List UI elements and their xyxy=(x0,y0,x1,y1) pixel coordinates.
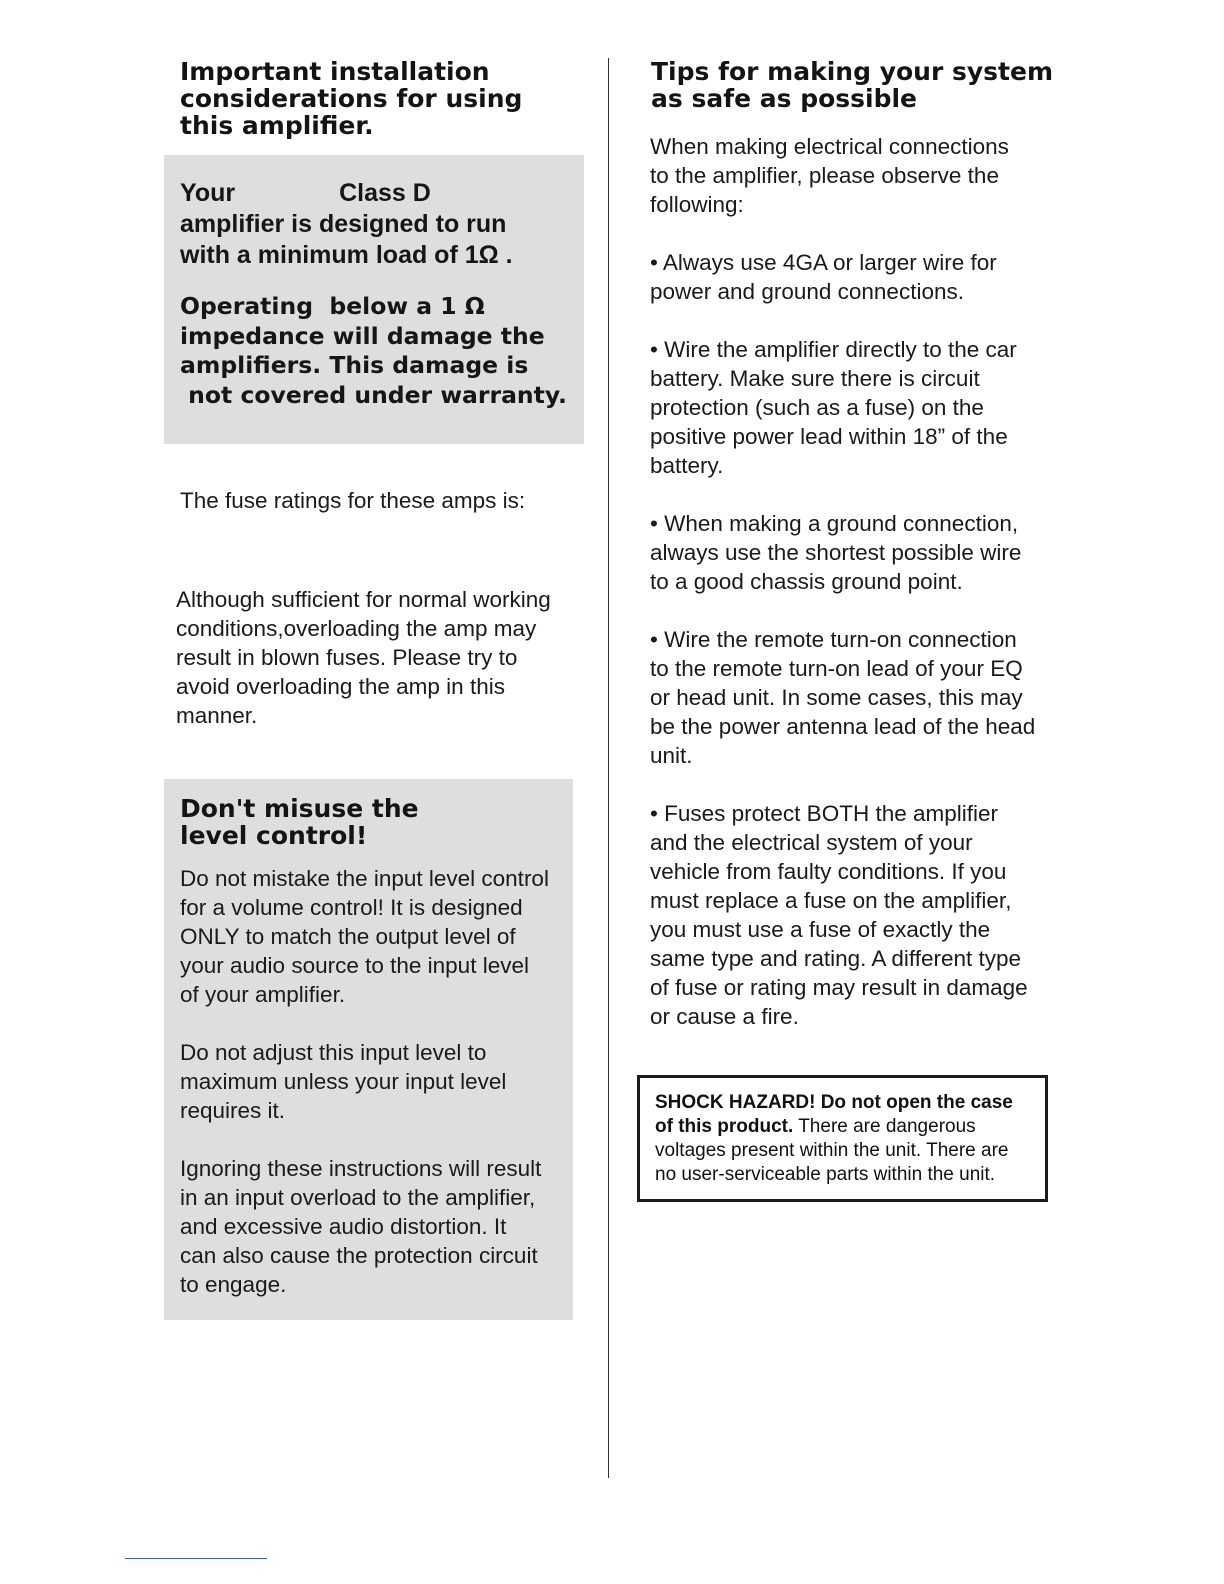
level-control-heading: Don't misuse the level control! xyxy=(180,794,419,850)
overload-paragraph: Although sufficient for normal working conditions,overloading the amp may result in blown fuses. Please try to avoid overloading the amp in this manner. xyxy=(176,587,551,728)
tip-fuses: • Fuses protect BOTH the amplifier and the electrical system of your vehicle from faulty conditions. If you must replace a fuse on the amplifier, you must use a fuse of exactly the same type and rating. A different type of fuse or rating may result in damage or cause a fire. xyxy=(650,801,1028,1029)
impedance-warning: Operating below a 1 Ω impedance will damage the amplifiers. This damage is not covered under warranty. xyxy=(180,292,567,409)
safety-tips-heading: Tips for making your system as safe as possible xyxy=(651,57,1054,113)
level-control-para-2: Do not adjust this input level to maximum unless your input level requires it. xyxy=(180,1040,507,1123)
level-control-para-1: Do not mistake the input level control for a volume control! It is designed ONLY to match the output level of your audio source to the input level of your amplifier. xyxy=(180,866,549,1007)
level-control-para-3: Ignoring these instructions will result in an input overload to the amplifier, and excessive audio distortion. It can also cause the protection circuit to engage. xyxy=(180,1156,542,1297)
shock-hazard-box: SHOCK HAZARD! Do not open the case of this product. There are dangerous voltages present within the unit. There are no user-serviceable parts within the unit. xyxy=(637,1075,1048,1202)
installation-heading: Important installation considerations for using this amplifier. xyxy=(180,57,523,140)
footer-rule xyxy=(125,1558,267,1559)
fuse-ratings-text: The fuse ratings for these amps is: xyxy=(180,488,526,513)
tip-wire-gauge: • Always use 4GA or larger wire for power and ground connections. xyxy=(650,250,997,304)
tip-battery-connection: • Wire the amplifier directly to the car battery. Make sure there is circuit protection (such as a fuse) on the positive power lead within 18” of the battery. xyxy=(650,337,1017,478)
minimum-load-text: Your Class D amplifier is designed to run with a minimum load of 1Ω . xyxy=(180,179,513,269)
column-divider xyxy=(608,58,609,1478)
tip-ground-connection: • When making a ground connection, always use the shortest possible wire to a good chassis ground point. xyxy=(650,511,1022,594)
tip-remote-turn-on: • Wire the remote turn-on connection to the remote turn-on lead of your EQ or head unit. In some cases, this may be the power antenna lead of the head unit. xyxy=(650,627,1036,768)
safety-intro: When making electrical connections to the amplifier, please observe the following: xyxy=(650,134,1009,217)
